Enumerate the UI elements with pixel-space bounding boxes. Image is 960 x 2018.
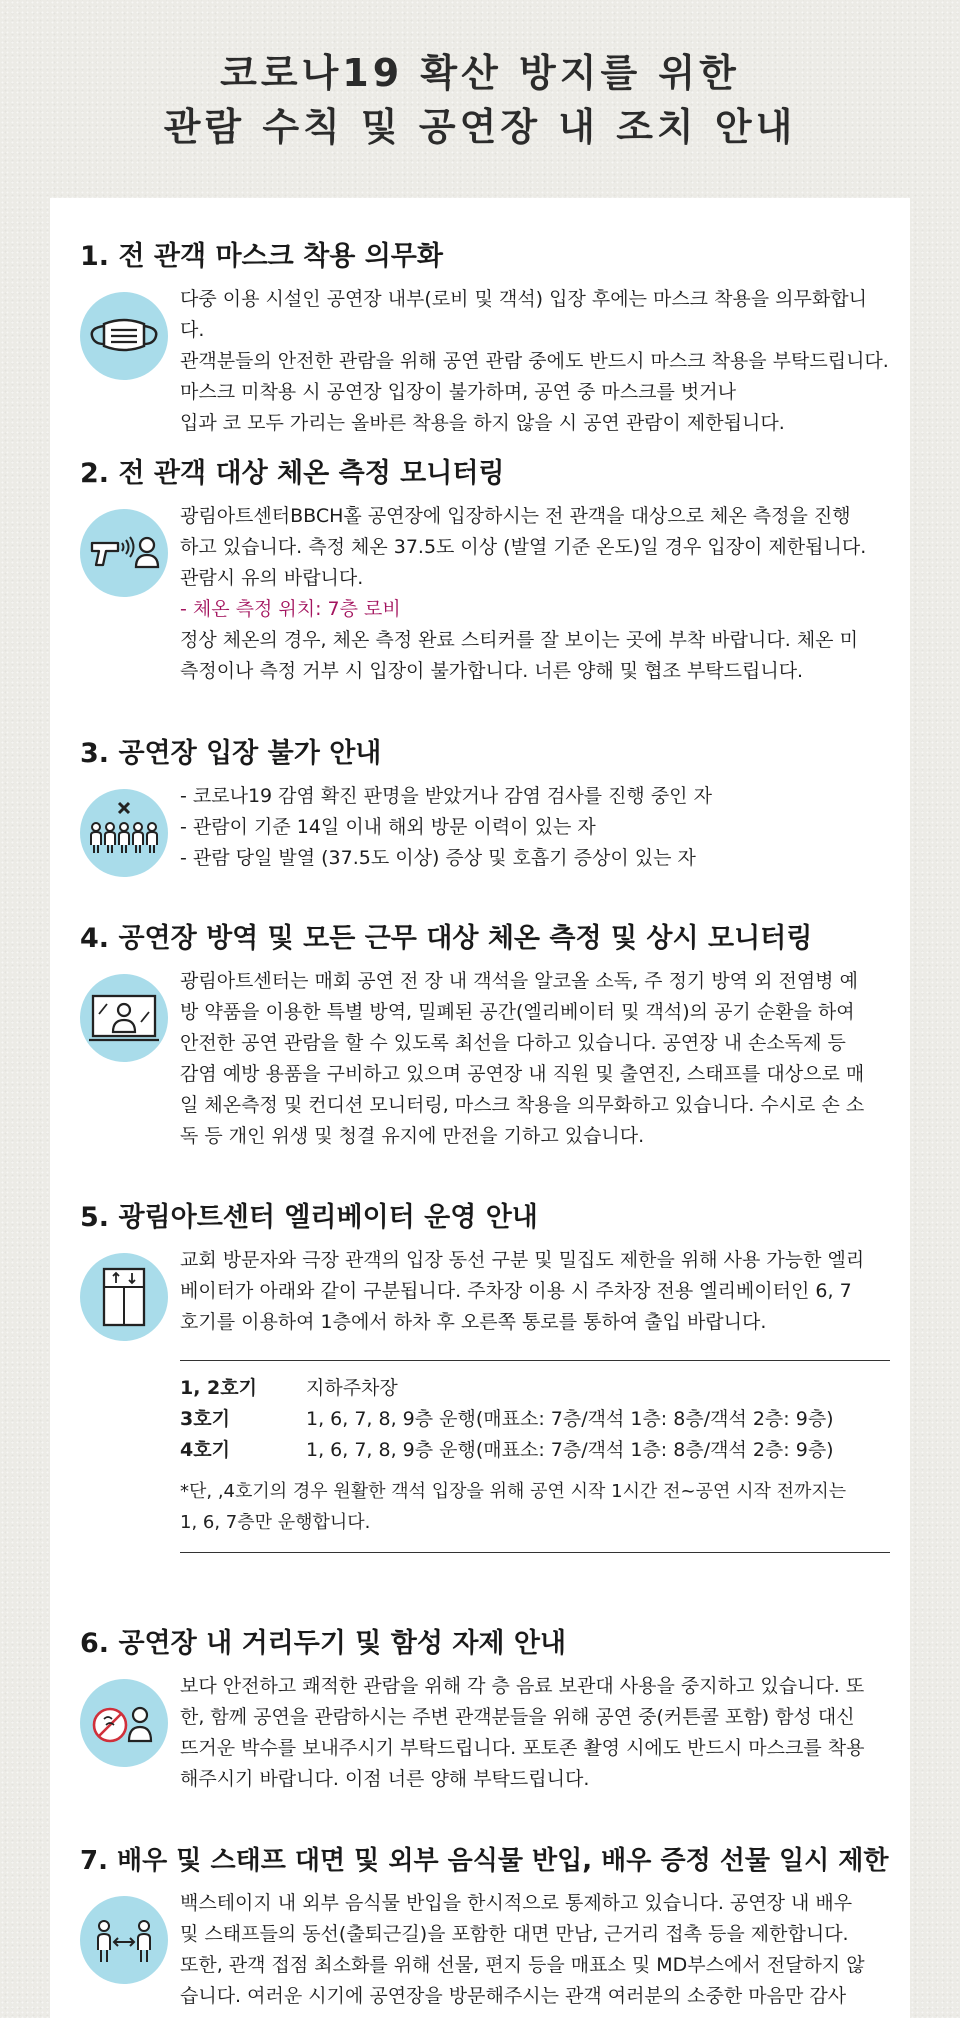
text-line: 관객분들의 안전한 관람을 위해 공연 관람 중에도 반드시 마스크 착용을 부탁드립니다. bbox=[180, 350, 889, 372]
distance-people-icon bbox=[80, 1896, 168, 1984]
page-title bbox=[0, 46, 960, 154]
text-line: 하고 있습니다. 측정 체온 37.5도 이상 (발열 기준 온도)일 경우 입장이 제한됩니다. bbox=[180, 536, 867, 558]
text-line: 안전한 공연 관람을 할 수 있도록 최선을 다하고 있습니다. 공연장 내 손소독제 등 bbox=[180, 1032, 846, 1054]
text-line: 일 체온측정 및 컨디션 모니터링, 마스크 착용을 의무화하고 있습니다. 수시로 손 소 bbox=[180, 1094, 865, 1116]
text-line: 입과 코 모두 가리는 올바른 착용을 하지 않을 시 공연 관람이 제한됩니다. bbox=[180, 412, 785, 434]
text-line: - 관람이 기준 14일 이내 해외 방문 이력이 있는 자 bbox=[180, 816, 596, 838]
section-title: 5. 광림아트센터 엘리베이터 운영 안내 bbox=[80, 1202, 538, 1233]
text-line: 마스크 미착용 시 공연장 입장이 불가하며, 공연 중 마스크를 벗거나 bbox=[180, 381, 736, 403]
section-temperature bbox=[80, 455, 890, 682]
section-elevator bbox=[80, 1199, 890, 1533]
text-line: 다중 이용 시설인 공연장 내부(로비 및 객석) 입장 후에는 마스크 착용을 의무화합니다. bbox=[180, 288, 867, 341]
text-line: 독 등 개인 위생 및 청결 유지에 만전을 기하고 있습니다. bbox=[180, 1125, 645, 1147]
mask-icon bbox=[80, 292, 168, 380]
elevator-icon bbox=[80, 1253, 168, 1341]
text-line: 보다 안전하고 쾌적한 관람을 위해 각 층 음료 보관대 사용을 중지하고 있습니다. 또 bbox=[180, 1675, 865, 1697]
elevator-desc: 지하주차장 bbox=[306, 1377, 398, 1399]
section-disinfection bbox=[80, 920, 890, 1147]
elevator-note bbox=[180, 1476, 890, 1538]
elevator-desc: 1, 6, 7, 8, 9층 운행(매표소: 7층/객석 1층: 8층/객석 2층: 9층) bbox=[306, 1408, 834, 1430]
elevator-name: 4호기 bbox=[180, 1439, 230, 1461]
text-line: 한, 함께 공연을 관람하시는 주변 관객분들을 위해 공연 중(커튼콜 포함) 함성 대신 bbox=[180, 1706, 855, 1728]
section-title: 3. 공연장 입장 불가 안내 bbox=[80, 738, 382, 769]
text-line: 베이터가 아래와 같이 구분됩니다. 주차장 이용 시 주차장 전용 엘리베이터인 6, 7 bbox=[180, 1280, 852, 1302]
section-title: 1. 전 관객 마스크 착용 의무화 bbox=[80, 241, 443, 272]
section-entry-restriction bbox=[80, 735, 890, 869]
no-entry-people-icon bbox=[80, 789, 168, 877]
notice-card bbox=[50, 198, 910, 2018]
text-line: 뜨거운 박수를 보내주시기 부탁드립니다. 포토존 촬영 시에도 반드시 마스크를 착용 bbox=[180, 1737, 865, 1759]
section-title: 2. 전 관객 대상 체온 측정 모니터링 bbox=[80, 458, 505, 489]
title-line-1: 코로나19 확산 방지를 위한 bbox=[220, 51, 740, 95]
thermometer-icon bbox=[80, 509, 168, 597]
no-shouting-icon bbox=[80, 1679, 168, 1767]
elevator-desc: 1, 6, 7, 8, 9층 운행(매표소: 7층/객석 1층: 8층/객석 2층: 9층) bbox=[306, 1439, 834, 1461]
text-line: 또한, 관객 접점 최소화를 위해 선물, 편지 등을 매표소 및 MD부스에서 전달하지 않 bbox=[180, 1954, 865, 1976]
text-line: 측정이나 측정 거부 시 입장이 불가합니다. 너른 양해 및 협조 부탁드립니다. bbox=[180, 660, 804, 682]
table-row bbox=[180, 1435, 890, 1466]
table-row bbox=[180, 1373, 890, 1404]
text-line: 관람시 유의 바랍니다. bbox=[180, 567, 364, 589]
note-line: 1, 6, 7층만 운행합니다. bbox=[180, 1512, 371, 1533]
elevator-name: 3호기 bbox=[180, 1408, 230, 1430]
section-staff-contact bbox=[80, 1842, 890, 2007]
measurement-location: - 체온 측정 위치: 7층 로비 bbox=[180, 598, 401, 620]
text-line: 백스테이지 내 외부 음식물 반입을 한시적으로 통제하고 있습니다. 공연장 내 배우 bbox=[180, 1892, 853, 1914]
elevator-table bbox=[180, 1360, 890, 1553]
text-line: 정상 체온의 경우, 체온 측정 완료 스티커를 잘 보이는 곳에 부착 바랍니다. 체온 미 bbox=[180, 629, 858, 651]
text-line: 광림아트센터BBCH홀 공연장에 입장하시는 전 관객을 대상으로 체온 측정을 진행 bbox=[180, 505, 851, 527]
text-line: 해주시기 바랍니다. 이점 너른 양해 부탁드립니다. bbox=[180, 1768, 590, 1790]
staff-monitor-icon bbox=[80, 974, 168, 1062]
section-mask bbox=[80, 238, 890, 434]
section-distancing bbox=[80, 1625, 890, 1790]
text-line: 광림아트센터는 매회 공연 전 장 내 객석을 알코올 소독, 주 정기 방역 외 전염병 예 bbox=[180, 970, 858, 992]
text-line: - 코로나19 감염 확진 판명을 받았거나 감염 검사를 진행 중인 자 bbox=[180, 785, 712, 807]
text-line: 감염 예방 용품을 구비하고 있으며 공연장 내 직원 및 출연진, 스태프를 대상으로 매 bbox=[180, 1063, 865, 1085]
text-line: 및 스태프들의 동선(출퇴근길)을 포함한 대면 만남, 근거리 접촉 등을 제한합니다. bbox=[180, 1923, 849, 1945]
note-line: *단, ,4호기의 경우 원활한 객석 입장을 위해 공연 시작 1시간 전~공연 시작 전까지는 bbox=[180, 1481, 847, 1502]
text-line: 방 약품을 이용한 특별 방역, 밀폐된 공간(엘리베이터 및 객석)의 공기 순환을 하여 bbox=[180, 1001, 855, 1023]
table-row bbox=[180, 1404, 890, 1435]
section-title: 6. 공연장 내 거리두기 및 함성 자제 안내 bbox=[80, 1628, 567, 1659]
elevator-name: 1, 2호기 bbox=[180, 1377, 257, 1399]
title-line-2: 관람 수칙 및 공연장 내 조치 안내 bbox=[163, 105, 797, 149]
section-title: 7. 배우 및 스태프 대면 및 외부 음식물 반입, 배우 증정 선물 일시 제한 bbox=[80, 1846, 889, 1876]
text-line: 습니다. 여러운 시기에 공연장을 방문해주시는 관객 여러분의 소중한 마음만 감사 bbox=[180, 1985, 847, 2007]
text-line: 호기를 이용하여 1층에서 하차 후 오른쪽 통로를 통하여 출입 바랍니다. bbox=[180, 1311, 767, 1333]
text-line: 교회 방문자와 극장 관객의 입장 동선 구분 및 밀집도 제한을 위해 사용 가능한 엘리 bbox=[180, 1249, 865, 1271]
text-line: - 관람 당일 발열 (37.5도 이상) 증상 및 호흡기 증상이 있는 자 bbox=[180, 847, 696, 869]
section-title: 4. 공연장 방역 및 모든 근무 대상 체온 측정 및 상시 모니터링 bbox=[80, 923, 813, 954]
